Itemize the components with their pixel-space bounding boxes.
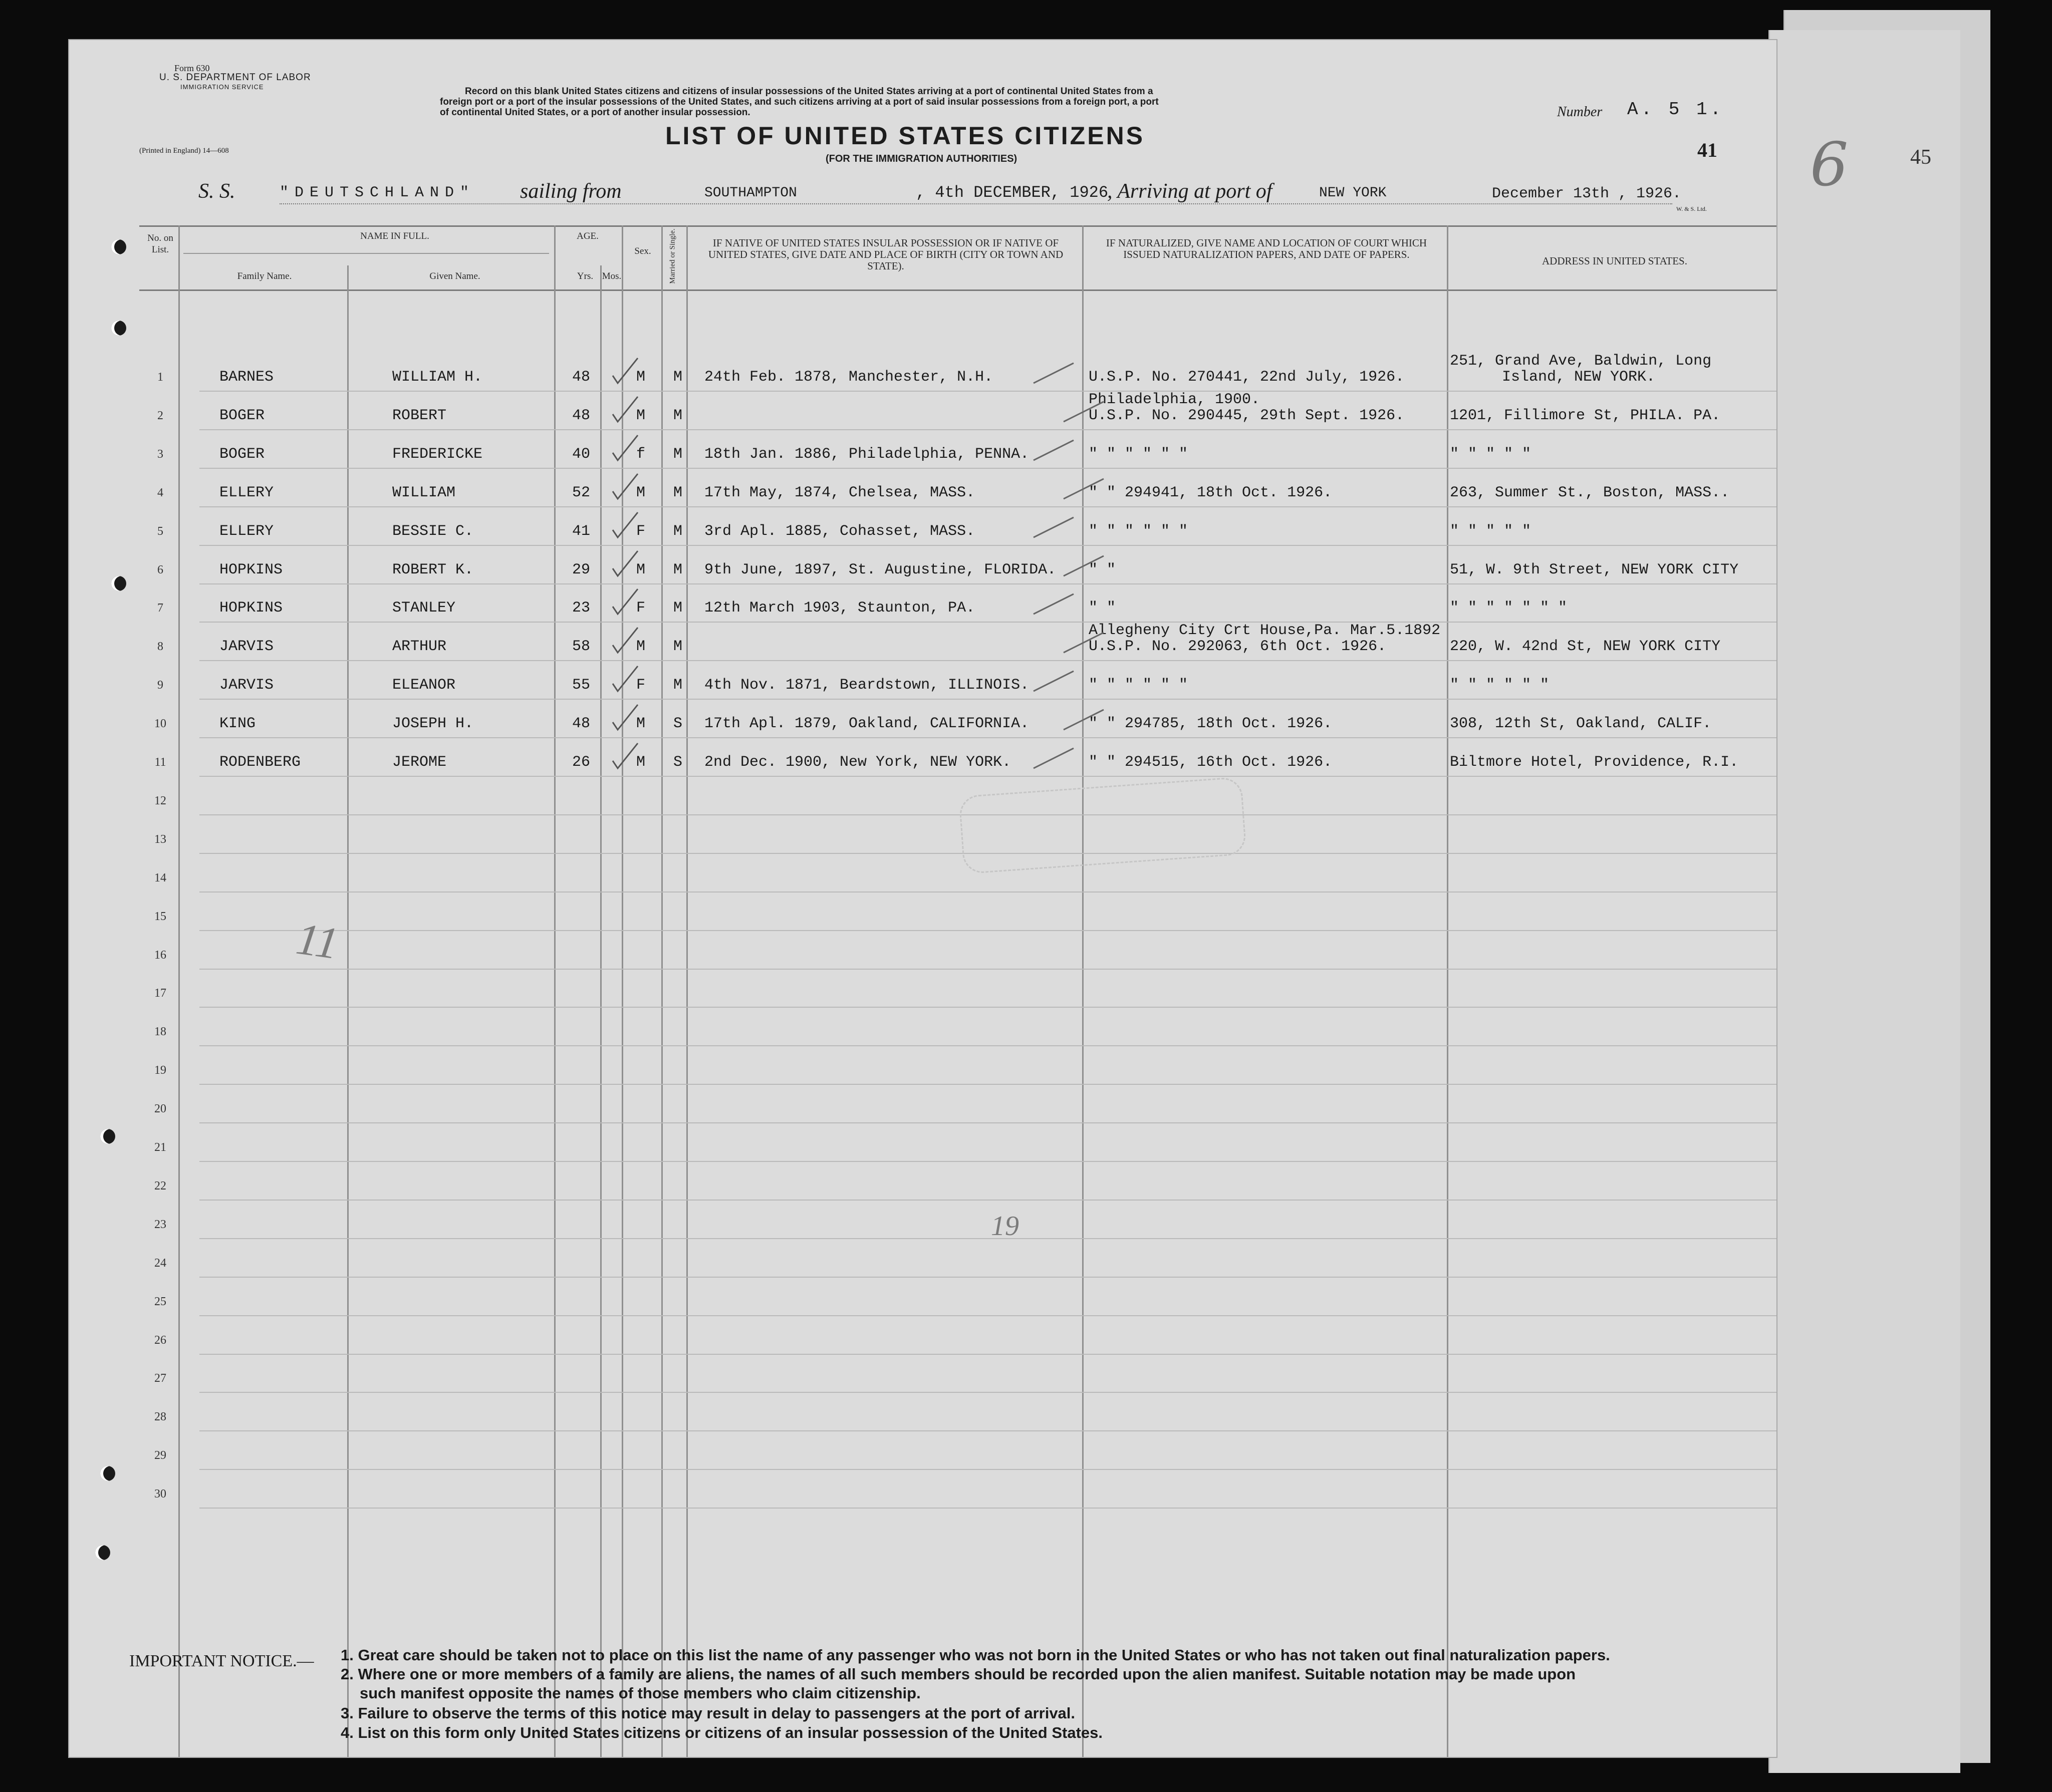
col-divider-family (347, 265, 349, 1757)
row-number: 18 (154, 1025, 166, 1039)
naturalization-details: " " 294941, 18th Oct. 1926. (1089, 484, 1333, 501)
row-number: 26 (154, 1333, 166, 1347)
marital-status: M (673, 677, 683, 694)
margin-page-number: 45 (1910, 146, 1931, 169)
marital-status: M (673, 561, 683, 578)
address-line-1: 251, Grand Ave, Baldwin, Long (1450, 353, 1712, 370)
address: " " " " " (1450, 445, 1531, 463)
given-name: ARTHUR (392, 638, 447, 656)
address: 308, 12th St, Oakland, CALIF. (1450, 715, 1712, 733)
sex: M (636, 754, 646, 771)
check-mark-icon (610, 394, 640, 424)
row-rule (199, 545, 1776, 546)
birth-details: 4th Nov. 1871, Beardstown, ILLINOIS. (704, 677, 1030, 694)
row-rule (199, 1084, 1776, 1085)
age-years: 58 (572, 638, 591, 656)
row-rule (199, 1161, 1776, 1162)
sailing-from-label: sailing from (520, 180, 622, 203)
birth-details: 24th Feb. 1878, Manchester, N.H. (704, 369, 993, 386)
naturalization-details: " " " " " " (1089, 677, 1188, 694)
row-rule (199, 1200, 1776, 1201)
row-number: 5 (157, 524, 163, 538)
family-name: HOPKINS (219, 600, 283, 617)
check-mark-icon (610, 548, 640, 578)
age-years: 48 (572, 407, 591, 424)
naturalization-court: Allegheny City Crt House,Pa. Mar.5.1892 (1089, 622, 1441, 640)
address: Biltmore Hotel, Providence, R.I. (1450, 754, 1739, 771)
row-number: 14 (154, 871, 166, 884)
service-label: IMMIGRATION SERVICE (180, 83, 264, 91)
given-name: STANLEY (392, 600, 456, 617)
row-rule (199, 1122, 1776, 1123)
page-title: LIST OF UNITED STATES CITIZENS (665, 122, 1145, 150)
header-given-name: Given Name. (429, 271, 480, 281)
voyage-underline (280, 203, 1672, 204)
row-rule (199, 506, 1776, 507)
family-name: ELLERY (219, 522, 274, 540)
age-years: 55 (572, 677, 591, 694)
row-rule (199, 930, 1776, 931)
given-name: ELEANOR (392, 677, 456, 694)
tick-mark-icon (1031, 746, 1076, 771)
row-number: 29 (154, 1449, 166, 1462)
check-mark-icon (610, 702, 640, 732)
record-instructions-1: Record on this blank United States citizens and citizens of insular possessions of the United States arriving at a port of continental United States from a (465, 86, 1153, 97)
row-number: 2 (157, 409, 163, 422)
check-mark-icon (610, 664, 640, 694)
family-name: HOPKINS (219, 561, 283, 578)
row-rule (199, 1045, 1776, 1046)
marital-status: M (673, 522, 683, 540)
check-mark-icon (610, 586, 640, 617)
col-divider-ms (686, 225, 688, 1757)
address: " " " " " " (1450, 677, 1550, 694)
row-rule (199, 1508, 1776, 1509)
row-number: 1 (157, 371, 163, 384)
printer-mark: W. & S. Ltd. (1676, 205, 1707, 212)
binder-hole-2 (111, 321, 126, 336)
birth-details: 9th June, 1897, St. Augustine, FLORIDA. (704, 561, 1057, 578)
given-name: FREDERICKE (392, 445, 483, 463)
address: 1201, Fillimore St, PHILA. PA. (1450, 407, 1721, 424)
notice-item-2a: 2. Where one or more members of a family are aliens, the names of all such members should be recorded upon the alien manifest. Suitable notation may be made upon (341, 1665, 1576, 1683)
marital-status: S (673, 754, 683, 771)
manifest-page (69, 40, 1776, 1757)
row-number: 7 (157, 602, 163, 615)
age-years: 48 (572, 715, 591, 733)
check-mark-icon (610, 356, 640, 386)
row-number: 24 (154, 1256, 166, 1270)
arrival-port: NEW YORK (1319, 185, 1387, 201)
sex: M (636, 638, 646, 656)
naturalization-details: U.S.P. No. 290445, 29th Sept. 1926. (1089, 407, 1405, 424)
row-number: 8 (157, 640, 163, 654)
row-number: 4 (157, 486, 163, 499)
given-name: WILLIAM H. (392, 369, 483, 386)
birth-details: 2nd Dec. 1900, New York, NEW YORK. (704, 754, 1011, 771)
family-name: ELLERY (219, 484, 274, 501)
header-mos: Mos. (602, 271, 622, 281)
row-number: 27 (154, 1372, 166, 1385)
row-number: 16 (154, 948, 166, 962)
tick-mark-icon (1031, 361, 1076, 386)
address: Island, NEW YORK. (1502, 369, 1656, 386)
check-mark-icon (610, 471, 640, 501)
check-mark-icon (610, 433, 640, 463)
sex: f (636, 445, 646, 463)
department-label: U. S. DEPARTMENT OF LABOR (159, 72, 311, 83)
list-number-value: A. 5 1. (1627, 99, 1724, 120)
row-rule (199, 969, 1776, 970)
birth-details: 17th May, 1874, Chelsea, MASS. (704, 484, 975, 501)
record-instructions-3: of continental United States, or a port of another insular possession. (440, 107, 750, 118)
row-number: 11 (154, 756, 166, 769)
arrival-date: December 13th , 1926. (1492, 185, 1682, 202)
ship-name: "DEUTSCHLAND" (280, 184, 475, 201)
age-years: 29 (572, 561, 591, 578)
record-instructions-2: foreign port or a port of the insular possessions of the United States, and such citizens arriving at a port of said insular possessions from a foreign port, a port (440, 97, 1159, 107)
age-years: 52 (572, 484, 591, 501)
row-number: 6 (157, 563, 163, 576)
row-rule (199, 660, 1776, 661)
col-divider-nat (1447, 225, 1448, 1757)
row-rule (199, 1238, 1776, 1239)
col-divider-birth (1082, 225, 1084, 1757)
notice-heading: IMPORTANT NOTICE.— (129, 1652, 314, 1670)
given-name: ROBERT K. (392, 561, 474, 578)
header-top-rule (139, 225, 1776, 227)
row-number: 15 (154, 910, 166, 923)
tick-mark-icon (1031, 669, 1076, 694)
birth-details: 12th March 1903, Staunton, PA. (704, 600, 975, 617)
birth-details: 17th Apl. 1879, Oakland, CALIFORNIA. (704, 715, 1030, 733)
family-name: KING (219, 715, 256, 733)
sex: M (636, 484, 646, 501)
naturalization-details: " " (1089, 600, 1116, 617)
ss-label: S. S. (198, 180, 235, 203)
row-number: 25 (154, 1295, 166, 1308)
header-name-in-full: NAME IN FULL. (360, 231, 429, 241)
given-name: JOSEPH H. (392, 715, 474, 733)
tick-mark-icon (1031, 438, 1076, 463)
binder-hole-6 (95, 1545, 110, 1560)
tick-mark-icon (1061, 553, 1106, 578)
notice-item-4: 4. List on this form only United States citizens or citizens of an insular possession of the United States. (341, 1724, 1103, 1741)
list-number-label: Number (1557, 104, 1603, 120)
marital-status: M (673, 484, 683, 501)
binder-hole-1 (111, 239, 126, 254)
header-address: ADDRESS IN UNITED STATES. (1542, 255, 1687, 267)
sex: F (636, 522, 646, 540)
pencil-annotation-19: 19 (991, 1211, 1019, 1242)
tick-mark-icon (1031, 591, 1076, 617)
row-number: 28 (154, 1410, 166, 1424)
row-number: 12 (154, 794, 166, 807)
header-sex: Sex. (634, 246, 651, 256)
header-yrs: Yrs. (577, 271, 594, 281)
naturalization-details: " " (1089, 561, 1116, 578)
naturalization-court: Philadelphia, 1900. (1089, 391, 1260, 408)
address: 51, W. 9th Street, NEW YORK CITY (1450, 561, 1739, 578)
naturalization-details: " " 294785, 18th Oct. 1926. (1089, 715, 1333, 733)
sex: M (636, 407, 646, 424)
header-age: AGE. (577, 231, 599, 241)
row-number: 30 (154, 1487, 166, 1501)
row-number: 22 (154, 1179, 166, 1192)
tick-mark-icon (1061, 399, 1106, 424)
naturalization-details: " " 294515, 16th Oct. 1926. (1089, 754, 1333, 771)
naturalization-details: U.S.P. No. 270441, 22nd July, 1926. (1089, 369, 1405, 386)
check-mark-icon (610, 510, 640, 540)
row-number: 20 (154, 1102, 166, 1116)
check-mark-icon (610, 741, 640, 771)
binder-hole-5 (100, 1466, 115, 1481)
family-name: JARVIS (219, 638, 274, 656)
family-name: BOGER (219, 445, 265, 463)
col-divider-sex (661, 225, 663, 1757)
departure-port: SOUTHAMPTON (704, 185, 797, 201)
age-years: 23 (572, 600, 591, 617)
notice-item-2b: such manifest opposite the names of those members who claim citizenship. (360, 1684, 921, 1702)
header-married-single: Married or Single. (668, 228, 677, 284)
tick-mark-icon (1061, 630, 1106, 655)
marital-status: S (673, 715, 683, 733)
address: 220, W. 42nd St, NEW YORK CITY (1450, 638, 1721, 656)
row-rule (199, 1007, 1776, 1008)
marital-status: M (673, 445, 683, 463)
sex: M (636, 369, 646, 386)
sex: F (636, 600, 646, 617)
row-number: 21 (154, 1141, 166, 1154)
header-no-on-list: No. on List. (147, 233, 173, 255)
row-rule (199, 622, 1776, 623)
col-divider-yrs (600, 265, 602, 1757)
address: " " " " " " " (1450, 600, 1568, 617)
given-name: WILLIAM (392, 484, 456, 501)
naturalization-details: " " " " " " (1089, 522, 1188, 540)
row-rule (199, 429, 1776, 430)
notice-item-1: 1. Great care should be taken not to place on this list the name of any passenger who was not born in the United States or who has not taken out final naturalization papers. (341, 1646, 1610, 1664)
faint-stamp (958, 776, 1247, 874)
given-name: BESSIE C. (392, 522, 474, 540)
row-rule (199, 737, 1776, 738)
sheet-page-number: 41 (1697, 139, 1717, 161)
page-subtitle: (FOR THE IMMIGRATION AUTHORITIES) (826, 153, 1017, 164)
age-years: 48 (572, 369, 591, 386)
address: " " " " " (1450, 522, 1531, 540)
tick-mark-icon (1061, 707, 1106, 732)
row-rule (199, 468, 1776, 469)
age-years: 41 (572, 522, 591, 540)
family-name: BOGER (219, 407, 265, 424)
marital-status: M (673, 638, 683, 656)
name-in-full-rule (183, 253, 549, 254)
pencil-annotation-11: 11 (293, 914, 342, 969)
binder-hole-3 (111, 576, 126, 591)
tick-mark-icon (1031, 515, 1076, 540)
binder-hole-4 (100, 1129, 115, 1144)
row-rule (199, 699, 1776, 700)
row-number: 23 (154, 1218, 166, 1231)
birth-details: 18th Jan. 1886, Philadelphia, PENNA. (704, 445, 1030, 463)
row-rule (199, 1469, 1776, 1470)
age-years: 26 (572, 754, 591, 771)
given-name: ROBERT (392, 407, 447, 424)
col-divider-no (178, 225, 180, 1757)
family-name: RODENBERG (219, 754, 301, 771)
row-rule (199, 1392, 1776, 1393)
form-number: Form 630 (174, 63, 210, 73)
marital-status: M (673, 407, 683, 424)
family-name: JARVIS (219, 677, 274, 694)
address: 263, Summer St., Boston, MASS.. (1450, 484, 1730, 501)
age-years: 40 (572, 445, 591, 463)
marital-status: M (673, 369, 683, 386)
row-number: 19 (154, 1064, 166, 1077)
row-number: 9 (157, 679, 163, 692)
header-family-name: Family Name. (237, 271, 292, 281)
tick-mark-icon (1061, 476, 1106, 501)
margin-pencil-mark: 6 (1810, 130, 1849, 200)
marital-status: M (673, 600, 683, 617)
row-number: 13 (154, 832, 166, 846)
col-divider-given (554, 225, 556, 1757)
family-name: BARNES (219, 369, 274, 386)
row-rule (199, 1430, 1776, 1431)
check-mark-icon (610, 625, 640, 655)
sex: M (636, 561, 646, 578)
row-rule (199, 891, 1776, 892)
row-number: 10 (154, 717, 166, 731)
row-number: 17 (154, 987, 166, 1000)
row-number: 3 (157, 447, 163, 461)
sex: F (636, 677, 646, 694)
header-birth: IF NATIVE OF UNITED STATES INSULAR POSSESSION OR IF NATIVE OF UNITED STATES, GIVE DATE AND PLACE OF BIRTH (CITY OR TOWN AND STATE). (708, 237, 1064, 272)
row-rule (199, 583, 1776, 584)
row-rule (199, 391, 1776, 392)
printed-label: (Printed in England) 14—608 (139, 147, 229, 155)
naturalization-details: " " " " " " (1089, 445, 1188, 463)
birth-details: 3rd Apl. 1885, Cohasset, MASS. (704, 522, 975, 540)
header-bottom-rule (139, 289, 1776, 291)
arriving-label: , Arriving at port of (1107, 180, 1272, 203)
departure-date: , 4th DECEMBER, 1926 (916, 183, 1109, 202)
row-rule (199, 1315, 1776, 1316)
notice-item-3: 3. Failure to observe the terms of this notice may result in delay to passengers at the port of arrival. (341, 1704, 1076, 1722)
header-naturalization: IF NATURALIZED, GIVE NAME AND LOCATION OF COURT WHICH ISSUED NATURALIZATION PAPERS, AND DATE OF PAPERS. (1106, 237, 1427, 260)
sex: M (636, 715, 646, 733)
given-name: JEROME (392, 754, 447, 771)
row-rule (199, 1277, 1776, 1278)
row-rule (199, 776, 1776, 777)
naturalization-details: U.S.P. No. 292063, 6th Oct. 1926. (1089, 638, 1387, 656)
row-rule (199, 1354, 1776, 1355)
back-sheet-2 (1768, 30, 1960, 1773)
